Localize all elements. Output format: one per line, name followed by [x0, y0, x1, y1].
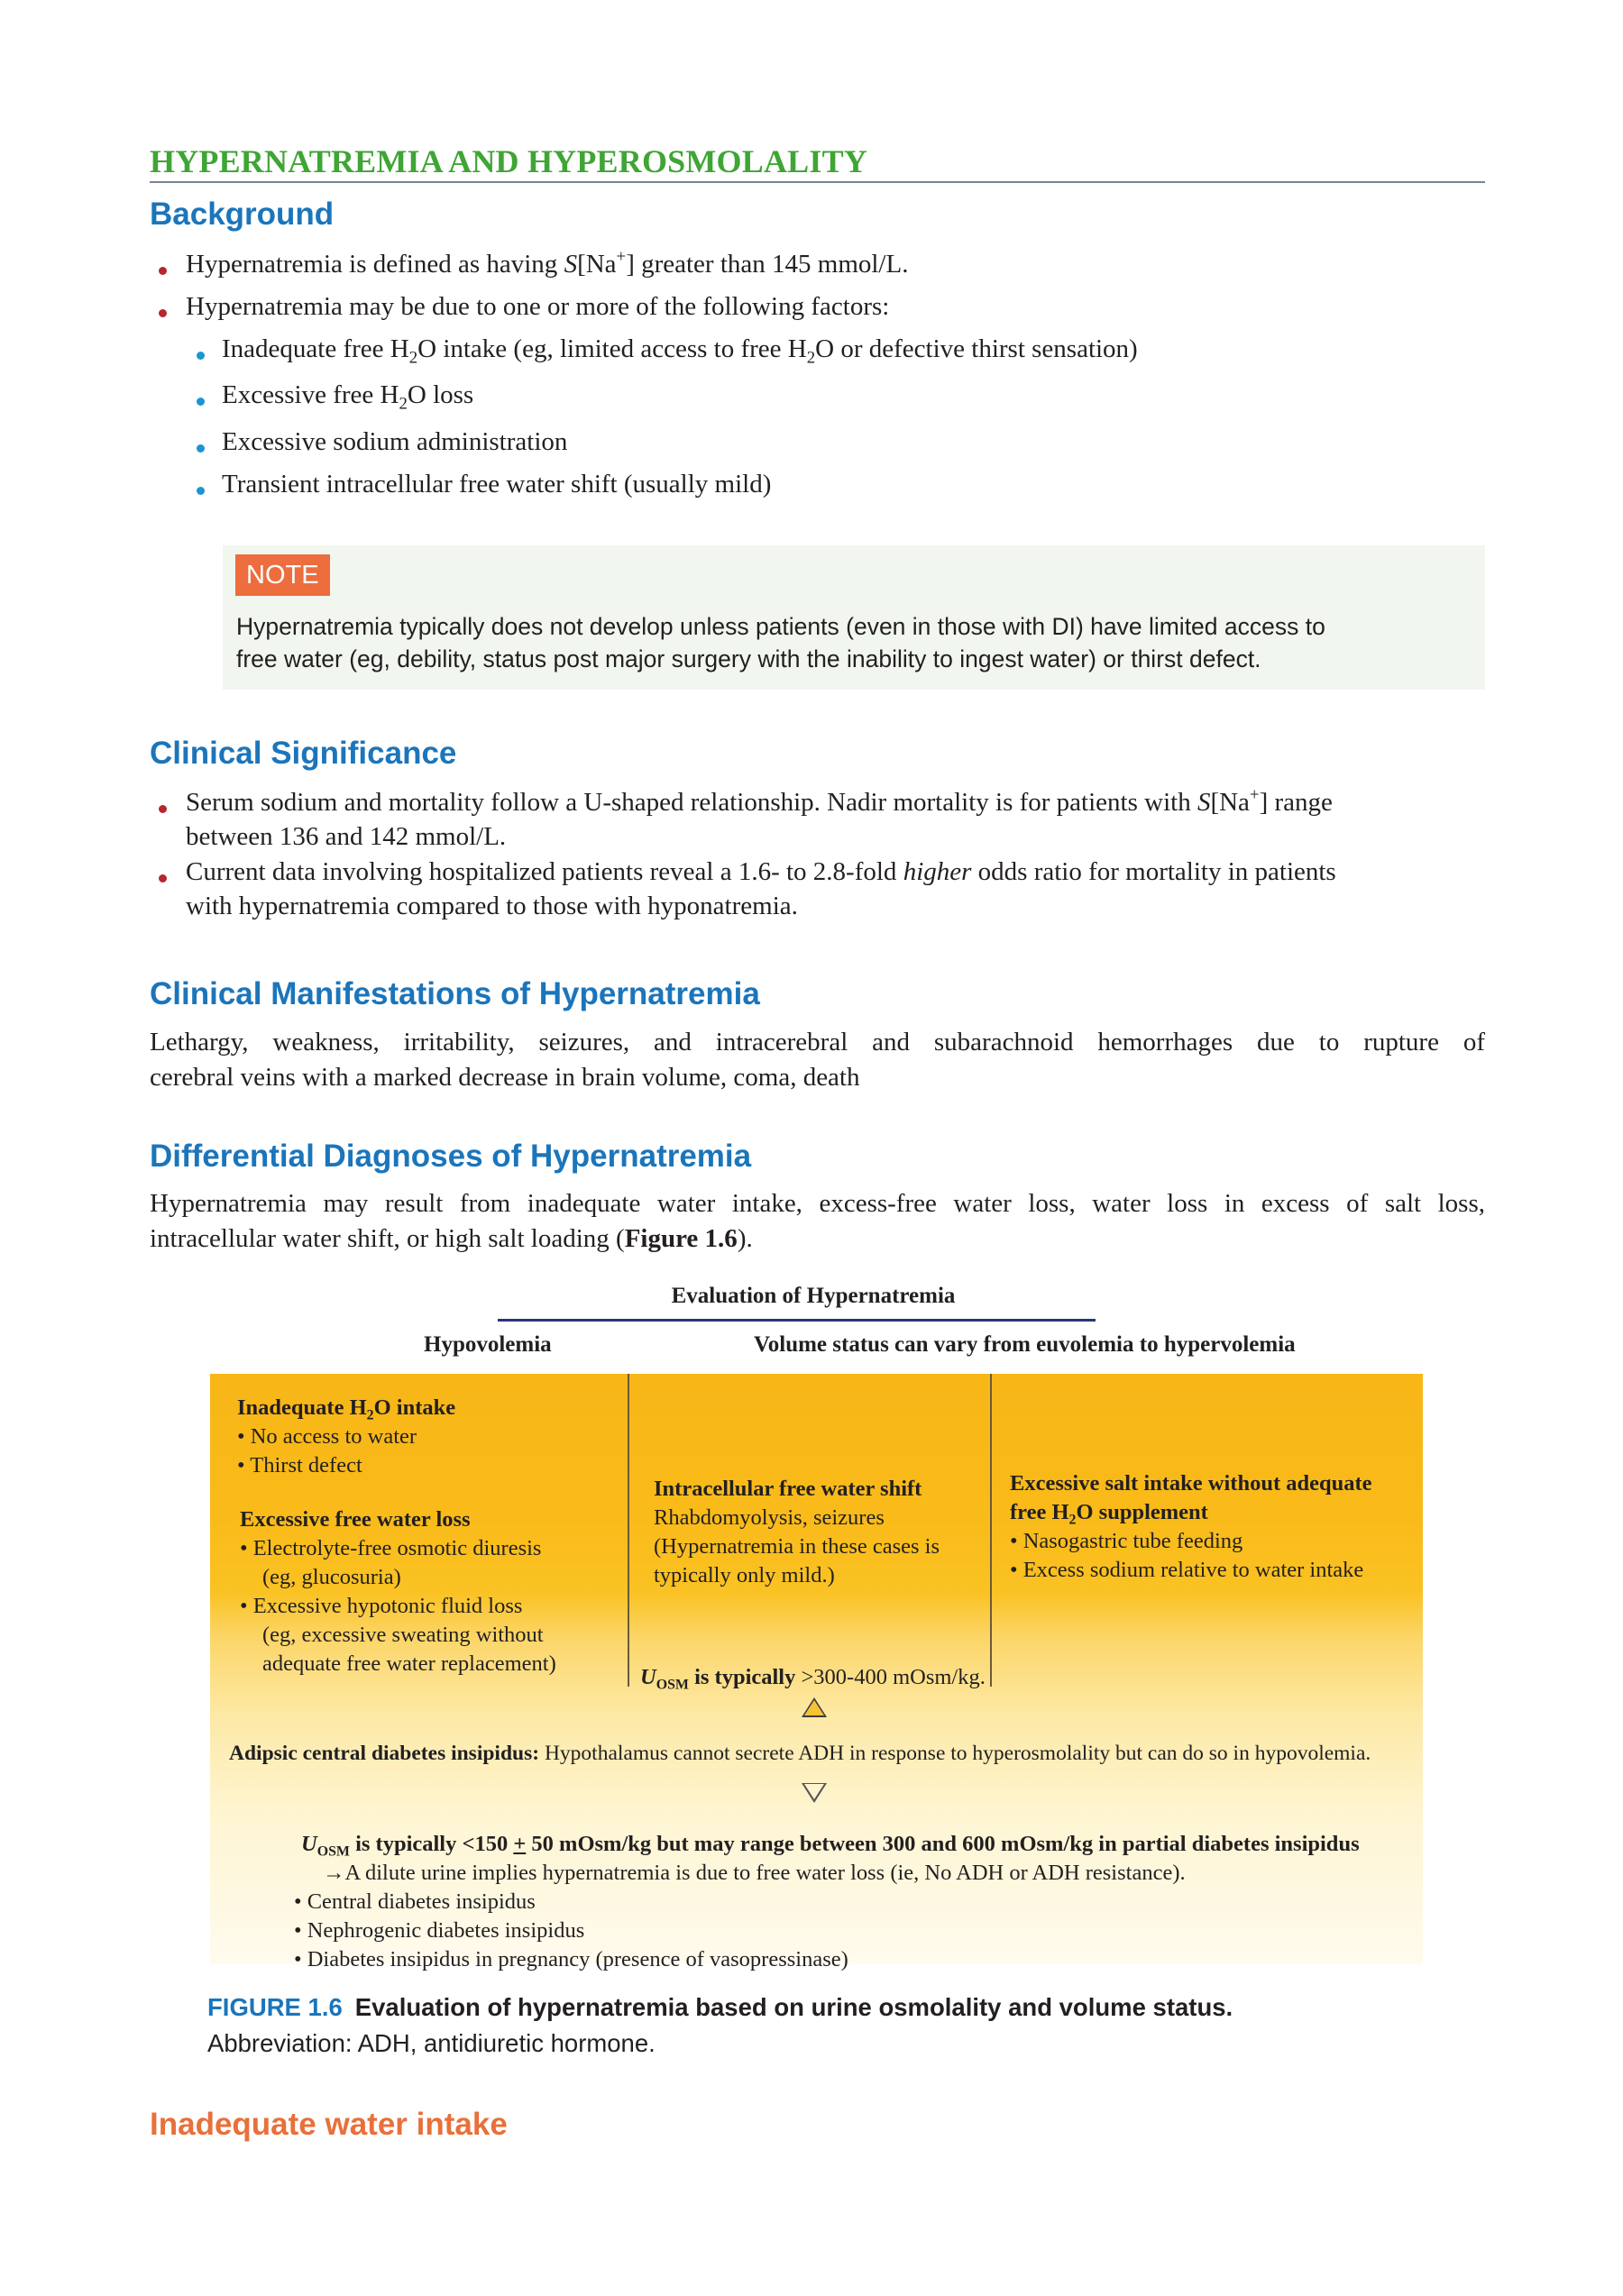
background-subbullet-1: Inadequate free $H_2O$ intake (eg, limited access to free $H_2O$ or defective thirst sensation) — [222, 334, 1138, 368]
figure-caption: FIGURE 1.6 Evaluation of hypernatremia based on urine osmolality and volume status. — [207, 1993, 1233, 2021]
note-text: Hypernatremia typically does not develop unless patients (even in those with DI) have limited access to free water (eg, debility, status post major surgery with the inability to ingest water) or thirst defect. — [236, 613, 1325, 672]
bullet-dot — [197, 352, 205, 360]
figure-title-rule — [498, 1319, 1096, 1322]
arrow-down-icon — [802, 1783, 827, 1803]
figure-abbreviation: Abbreviation: ADH, antidiuretic hormone. — [207, 2029, 656, 2057]
background-subbullet-3: Excessive sodium administration — [222, 427, 568, 456]
figure-title: Evaluation of Hypernatremia — [671, 1284, 956, 1308]
figure-divider-1 — [628, 1374, 629, 1687]
heading-differential-diagnoses: Differential Diagnoses of Hypernatremia — [150, 1139, 752, 1174]
figure-uosm-low: $U_{OSM}$ is typically <150 + 50 mOsm/kg but may range between 300 and 600 mOsm/kg in partial diabetes insipidus →A dilute urine implies hypernatremia is due to free water loss (ie, No ADH or ADH resistance). — [301, 1832, 1360, 1885]
background-bullet-1: Hypernatremia is defined as having S[Na+] greater than 145 mmol/L. — [186, 247, 909, 279]
title-divider — [150, 181, 1485, 183]
figure-head-hypovolemia: Hypovolemia — [424, 1332, 552, 1357]
differential-text: Hypernatremia may result from inadequate water intake, excess-free water loss, water loss in excess of salt loss, intracellular water shift, or high salt loading (Figure 1.6). — [150, 1189, 1485, 1253]
bullet-dot — [197, 487, 205, 495]
bullet-dot — [197, 398, 205, 406]
figure-uosm-high: $U_{OSM}$ is typically >300-400 mOsm/kg. — [640, 1665, 986, 1693]
bullet-dot — [159, 805, 167, 813]
figure-divider-2 — [990, 1374, 992, 1687]
figure-col-intracellular-shift: Intracellular free water shift Rhabdomyolysis, seizures (Hypernatremia in these cases is typically only mild.) — [654, 1477, 940, 1587]
background-subbullet-4: Transient intracellular free water shift (usually mild) — [222, 470, 772, 499]
heading-clinical-manifestations: Clinical Manifestations of Hypernatremia — [150, 976, 760, 1011]
page-title: HYPERNATREMIA AND HYPEROSMOLALITY — [150, 143, 867, 179]
bullet-dot — [159, 267, 167, 275]
figure-adipsic-di: Adipsic central diabetes insipidus: Hypothalamus cannot secrete ADH in response to hyperosmolality but can do so in hypovolemia. — [229, 1742, 1371, 1765]
figure-head-volume-status: Volume status can vary from euvolemia to hypervolemia — [754, 1332, 1296, 1357]
significance-bullet-1: Serum sodium and mortality follow a U-shaped relationship. Nadir mortality is for patients with S[Na+] range between 136 and 142 mmol/L. — [186, 785, 1333, 851]
note-tag: NOTE — [235, 554, 330, 596]
bullet-dot — [159, 309, 167, 317]
figure-col-inadequate-intake: Inadequate $H_2O$ intake • No access to water • Thirst defect — [237, 1395, 456, 1477]
manifestations-text: Lethargy, weakness, irritability, seizures, and intracerebral and subarachnoid hemorrhages due to rupture of cerebral veins with a marked decrease in brain volume, coma, death — [150, 1028, 1485, 1092]
background-bullet-2: Hypernatremia may be due to one or more of the following factors: — [186, 292, 890, 321]
bullet-dot — [197, 444, 205, 453]
figure-col-salt-intake: Excessive salt intake without adequate free $H_2O$ supplement • Nasogastric tube feeding • Excess sodium relative to water intake — [1010, 1471, 1372, 1582]
figure-col-free-water-loss: Excessive free water loss • Electrolyte-free osmotic diuresis (eg, glucosuria) • Excessive hypotonic fluid loss (eg, excessive sweating without adequate free water replacement) — [240, 1507, 556, 1676]
figure-di-list: • Central diabetes insipidus • Nephrogenic diabetes insipidus • Diabetes insipidus in pregnancy (presence of vasopressinase) — [294, 1889, 848, 1971]
heading-inadequate-water-intake: Inadequate water intake — [150, 2107, 508, 2142]
background-subbullet-2: Excessive free $H_2O$ loss — [222, 380, 474, 414]
arrow-up-icon — [802, 1697, 827, 1717]
significance-bullet-2: Current data involving hospitalized patients reveal a 1.6- to 2.8-fold higher odds ratio for mortality in patients with hypernatremia compared to those with hyponatremia. — [186, 857, 1336, 920]
heading-clinical-significance: Clinical Significance — [150, 736, 457, 771]
heading-background: Background — [150, 197, 335, 232]
figure-number: FIGURE 1.6 — [207, 1993, 343, 2021]
bullet-dot — [159, 874, 167, 883]
